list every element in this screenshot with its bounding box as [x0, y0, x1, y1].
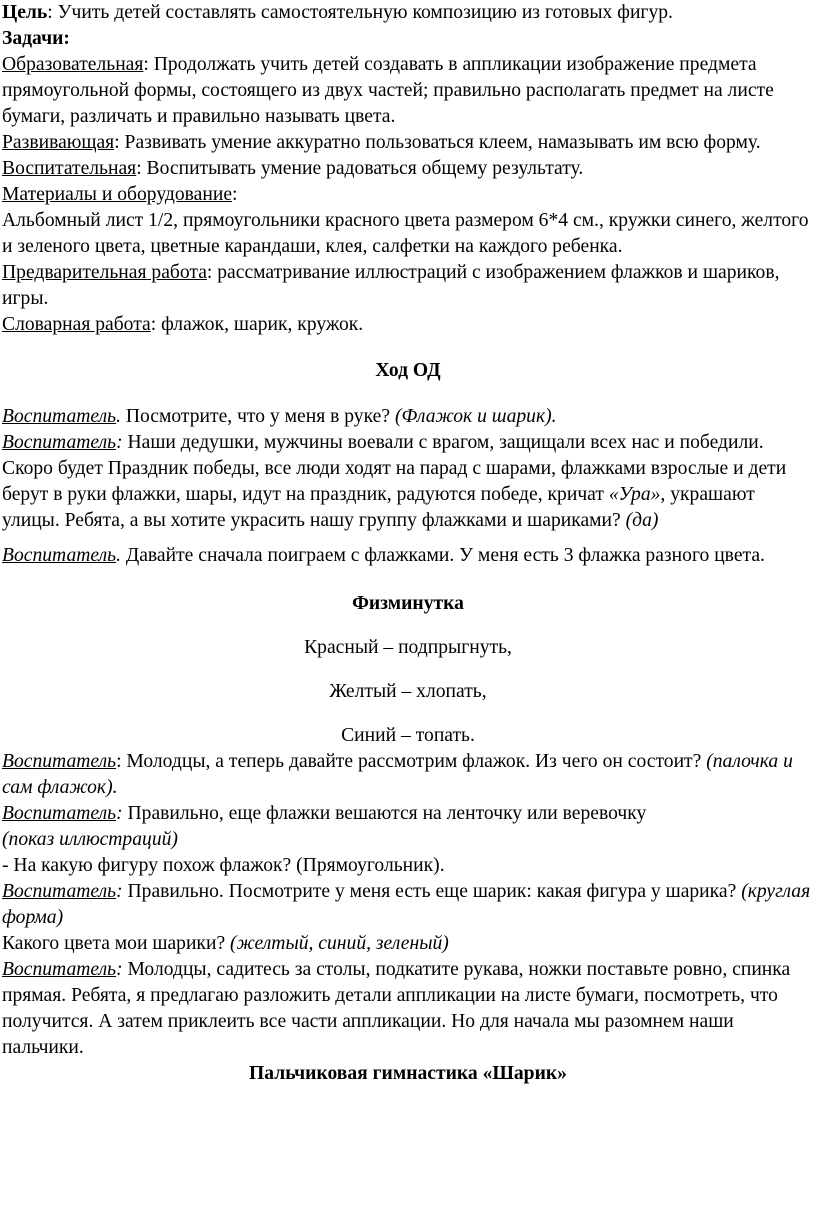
- dialog-text: Правильно. Посмотрите у меня есть еще шарик: какая фигура у шарика?: [122, 881, 742, 902]
- materials-text: Альбомный лист 1/2, прямоугольники красного цвета размером 6*4 см., кружки синего, желтого и зеленого цвета, цветные карандаши, клея, салфетки на каждого ребенка.: [2, 210, 809, 257]
- teacher-label: Воспитатель: [2, 959, 117, 980]
- dialog-shout: «Ура»: [608, 484, 661, 505]
- dialog-text: Молодцы, садитесь за столы, подкатите рукава, ножки поставьте ровно, спинка прямая. Ребята, я предлагаю разложить детали аппликации на листе бумаги, посмотреть, что получится. А затем приклеить все части аппликации. Но для начала мы разомнем наши пальчики.: [2, 959, 791, 1058]
- fiz-line: Красный – подпрыгнуть,: [304, 637, 512, 658]
- dialog-answer: (палочка и сам флажок).: [2, 751, 793, 798]
- dialog-text: Наши дедушки, мужчины воевали с врагом, защищали всех нас и победили. Скоро будет Праздник победы, все люди ходят на парад с шарами, флажками взрослые и дети берут в руки флажки, шары, идут на праздник, радуются победе, кричат: [2, 432, 787, 505]
- fiz-line: Синий – топать.: [341, 725, 475, 746]
- task-sep: :: [136, 158, 147, 179]
- teacher-label: Воспитатель: [2, 881, 117, 902]
- dialog-answer: (да): [625, 510, 659, 531]
- vocab-label: Словарная работа: [2, 314, 151, 335]
- speaker-suffix: .: [116, 406, 121, 427]
- prep-label: Предварительная работа: [2, 262, 207, 283]
- task-label: Воспитательная: [2, 158, 137, 179]
- dialog-answer: (желтый, синий, зеленый): [230, 933, 449, 954]
- dialog-text: : Молодцы, а теперь давайте рассмотрим флажок. Из чего он состоит?: [116, 751, 707, 772]
- task-label: Образовательная: [2, 54, 144, 75]
- task-developing: [2, 130, 814, 156]
- finger-gym-title: Пальчиковая гимнастика «Шарик»: [249, 1063, 567, 1084]
- vocab-text: флажок, шарик, кружок.: [161, 314, 364, 335]
- dialog-answer: (показ иллюстраций): [2, 829, 178, 850]
- dialog-paragraph-5: [2, 801, 662, 853]
- dialog-text: Давайте сначала поиграем с флажками. У меня есть 3 флажка разного цвета.: [120, 545, 765, 566]
- vocab-paragraph: [2, 312, 814, 338]
- dialog-answer: (круглая форма): [2, 881, 811, 928]
- task-upbringing: [2, 156, 814, 182]
- task-text: Воспитывать умение радоваться общему результату.: [146, 158, 584, 179]
- dialog-paragraph-6: - На какую фигуру похож флажок? (Прямоугольник).: [2, 855, 445, 876]
- goal-text: Учить детей составлять самостоятельную композицию из готовых фигур.: [57, 2, 673, 23]
- task-sep: :: [114, 132, 125, 153]
- task-educational: [2, 52, 814, 130]
- teacher-label: Воспитатель: [2, 751, 117, 772]
- teacher-label: Воспитатель: [2, 803, 117, 824]
- dialog-text: Посмотрите, что у меня в руке?: [120, 406, 395, 427]
- fiz-line: Желтый – хлопать,: [329, 681, 487, 702]
- speaker-suffix: :: [116, 432, 123, 453]
- dialog-paragraph-1: [2, 404, 814, 430]
- teacher-label: Воспитатель: [2, 406, 117, 427]
- materials-heading: [2, 182, 814, 208]
- task-label: Развивающая: [2, 132, 115, 153]
- fizminutka-title: Физминутка: [352, 593, 464, 614]
- dialog-paragraph-7: [2, 879, 814, 931]
- dialog-paragraph-4: [2, 749, 814, 801]
- speaker-suffix: :: [116, 959, 123, 980]
- dialog-answer: (Флажок и шарик).: [394, 406, 557, 427]
- dialog-text: Правильно, еще флажки вешаются на ленточку или веревочку: [122, 803, 647, 824]
- task-text: Продолжать учить детей создавать в аппликации изображение предмета прямоугольной формы, состоящего из двух частей; правильно располагать предмет на листе бумаги, различать и правильно называть цвета.: [2, 54, 774, 127]
- task-sep: :: [143, 54, 154, 75]
- dialog-paragraph-9: [2, 957, 814, 1061]
- section-title: Ход ОД: [375, 360, 441, 381]
- dialog-paragraph-2: [2, 430, 814, 534]
- task-text: Развивать умение аккуратно пользоваться клеем, намазывать им всю форму.: [124, 132, 761, 153]
- speaker-suffix: :: [116, 803, 123, 824]
- task-sep: :: [232, 184, 238, 205]
- prep-text: рассматривание иллюстраций с изображением флажков и шариков, игры.: [2, 262, 780, 309]
- goal-label: Цель: [2, 2, 48, 23]
- prep-sep: :: [206, 262, 218, 283]
- speaker-suffix: .: [116, 545, 121, 566]
- vocab-sep: :: [150, 314, 162, 335]
- speaker-suffix: :: [116, 881, 123, 902]
- dialog-paragraph-8: [2, 931, 814, 957]
- teacher-label: Воспитатель: [2, 545, 117, 566]
- task-label: Материалы и оборудование: [2, 184, 233, 205]
- dialog-text: , украшают улицы. Ребята, а вы хотите украсить нашу группу флажками и шариками?: [2, 484, 755, 531]
- dialog-paragraph-3: [2, 543, 814, 569]
- teacher-label: Воспитатель: [2, 432, 117, 453]
- prep-paragraph: [2, 260, 814, 312]
- goal-sep: :: [47, 2, 58, 23]
- dialog-text: Какого цвета мои шарики?: [2, 933, 231, 954]
- goal-paragraph: [2, 0, 814, 26]
- tasks-heading: Задачи:: [2, 28, 70, 49]
